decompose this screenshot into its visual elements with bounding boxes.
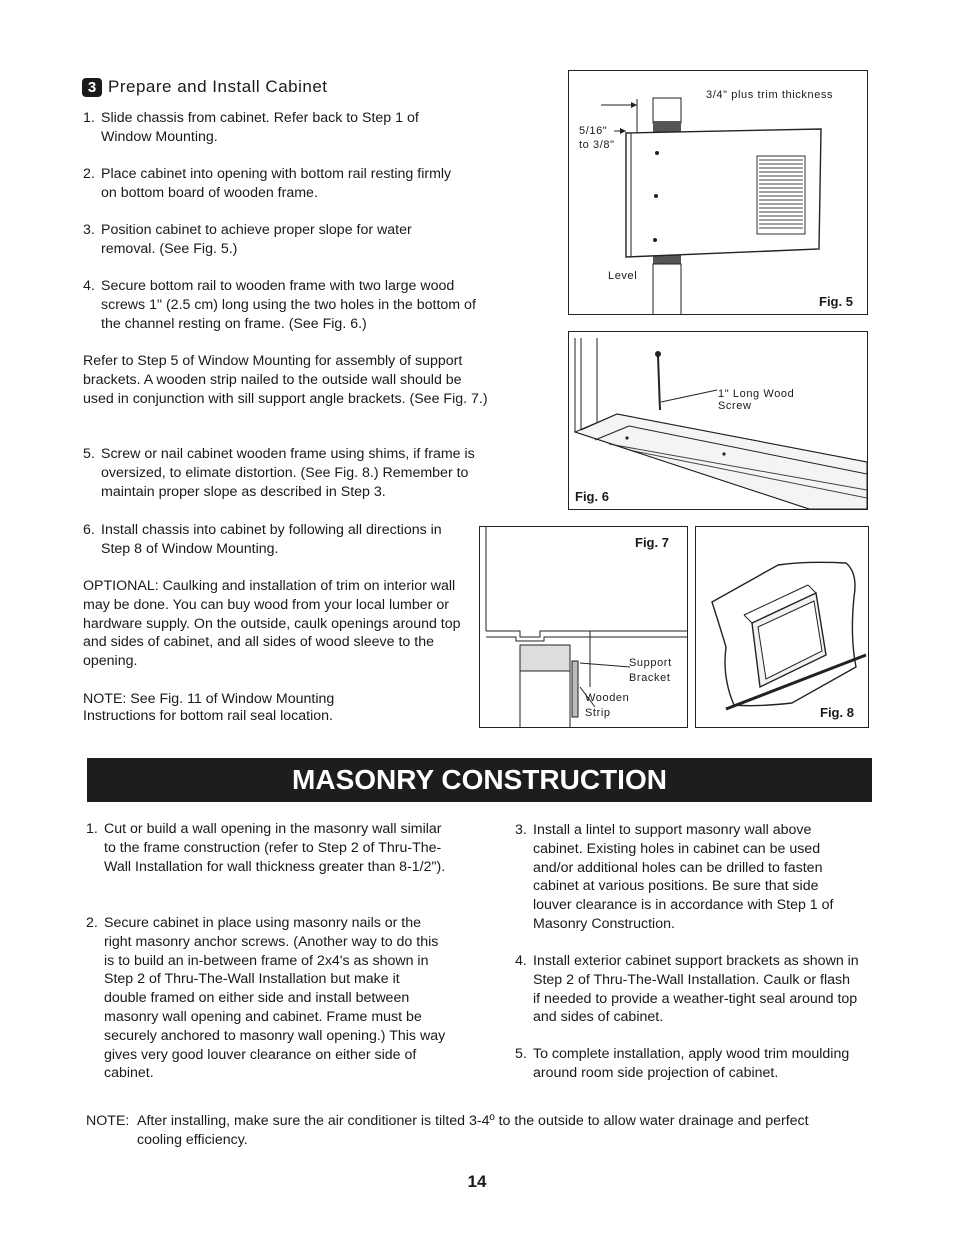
list-item: [83, 445, 521, 501]
screw-label-top: 1" Long Wood: [718, 388, 795, 400]
item-text: Screw or nail cabinet wooden frame using shims, if frame is oversized, to elimate distortion. (See Fig. 8.) Remember to maintain proper slope as described in Step 3.: [101, 446, 475, 500]
item-number: 5.: [83, 446, 95, 462]
list-item: [83, 521, 468, 559]
step-title: Prepare and Install Cabinet: [108, 77, 328, 96]
bracket-label-bottom: Bracket: [629, 672, 671, 684]
figure-6: [568, 331, 868, 510]
figure-8-drawing: [696, 527, 868, 727]
figure-7-caption: Fig. 7: [635, 535, 669, 550]
figure-7: [479, 526, 688, 728]
item-text: Install chassis into cabinet by following all directions in Step 8 of Window Mounting.: [101, 522, 442, 557]
item-text: Position cabinet to achieve proper slope for water removal. (See Fig. 5.): [101, 222, 412, 257]
item-number: 4.: [83, 278, 95, 294]
list-item: [86, 820, 446, 876]
level-label: Level: [608, 270, 638, 282]
item-number: 1.: [83, 110, 95, 126]
page-number: 14: [467, 1172, 487, 1191]
item-number: 4.: [515, 953, 527, 969]
item-number: 2.: [83, 166, 95, 182]
item-number: 6.: [83, 522, 95, 538]
slope-label-bottom: to 3/8": [579, 139, 615, 151]
item-number: 3.: [83, 222, 95, 238]
strip-label-bottom: Strip: [585, 707, 611, 719]
figure-8-caption: Fig. 8: [820, 705, 854, 720]
figure-5-caption: Fig. 5: [819, 294, 853, 309]
strip-label-top: Wooden: [585, 692, 630, 704]
refer-paragraph: Refer to Step 5 of Window Mounting for assembly of support brackets. A wooden strip nailed to the outside wall should be used in conjunction with sill support angle brackets. (See Fig. 7.): [83, 353, 488, 407]
list-item: [83, 165, 453, 203]
note-paragraph: NOTE: See Fig. 11 of Window Mounting Instructions for bottom rail seal location.: [83, 691, 335, 724]
list-item: [515, 821, 860, 934]
step-heading: [82, 77, 328, 97]
list-item: [86, 914, 446, 1083]
item-number: 3.: [515, 822, 527, 838]
note-text: After installing, make sure the air conditioner is tilted 3-4º to the outside to allow water drainage and perfect cooling efficiency.: [137, 1113, 809, 1148]
item-number: 1.: [86, 821, 98, 837]
item-text: To complete installation, apply wood trim moulding around room side projection of cabinet.: [533, 1046, 850, 1081]
optional-paragraph: OPTIONAL: Caulking and installation of trim on interior wall may be done. You can buy wood from your local lumber or hardware supply. On the outside, caulk openings around top and sides of cabinet, and all sides of wood sleeve to the opening.: [83, 578, 461, 670]
step-number-badge: 3: [82, 78, 102, 97]
list-item: [83, 109, 453, 147]
item-text: Slide chassis from cabinet. Refer back to Step 1 of Window Mounting.: [101, 110, 419, 145]
item-text: Secure bottom rail to wooden frame with two large wood screws 1" (2.5 cm) long using the two holes in the bottom of the channel resting on frame. (See Fig. 6.): [101, 278, 476, 332]
figure-6-caption: Fig. 6: [575, 489, 609, 504]
figure-5: [568, 70, 868, 315]
bottom-note: [86, 1112, 846, 1150]
list-item: [515, 952, 860, 1027]
item-text: Secure cabinet in place using masonry nails or the right masonry anchor screws. (Another way to do this is to build an in-between frame of 2x4's as shown in Step 2 of Thru-The-Wall Installation but make it double framed on either side and install between masonry wall opening and cabinet. Frame must be securely anchored to masonry wall opening.) This way gives very good louver clearance on either side of cabinet.: [104, 915, 446, 1082]
list-item: [515, 1045, 875, 1083]
item-number: 2.: [86, 915, 98, 931]
figure-7-drawing: [480, 527, 687, 727]
bracket-label-top: Support: [629, 657, 672, 669]
list-item: [83, 277, 493, 333]
slope-label-top: 5/16": [579, 125, 608, 137]
note-label: NOTE:: [86, 1113, 130, 1129]
item-text: Cut or build a wall opening in the masonry wall similar to the frame construction (refer to Step 2 of Thru-The-Wall Installation for wall thickness greater than 8-1/2").: [104, 821, 446, 875]
list-item: [83, 221, 453, 259]
item-number: 5.: [515, 1046, 527, 1062]
masonry-banner: MASONRY CONSTRUCTION: [87, 758, 872, 802]
figure-6-drawing: [569, 332, 867, 509]
item-text: Place cabinet into opening with bottom rail resting firmly on bottom board of wooden frame.: [101, 166, 452, 201]
item-text: Install exterior cabinet support brackets as shown in Step 2 of Thru-The-Wall Installation. Caulk or flash if needed to provide a weather-tight seal around top and sides of cabinet.: [533, 953, 859, 1026]
item-text: Install a lintel to support masonry wall above cabinet. Existing holes in cabinet can be used and/or additional holes can be drilled to fasten cabinet at various positions. Be sure that side louver clearance is in accordance with Step 1 of Masonry Construction.: [533, 822, 834, 932]
figure-8: [695, 526, 869, 728]
trim-thickness-label: 3/4" plus trim thickness: [706, 89, 834, 101]
screw-label-bottom: Screw: [718, 400, 752, 412]
